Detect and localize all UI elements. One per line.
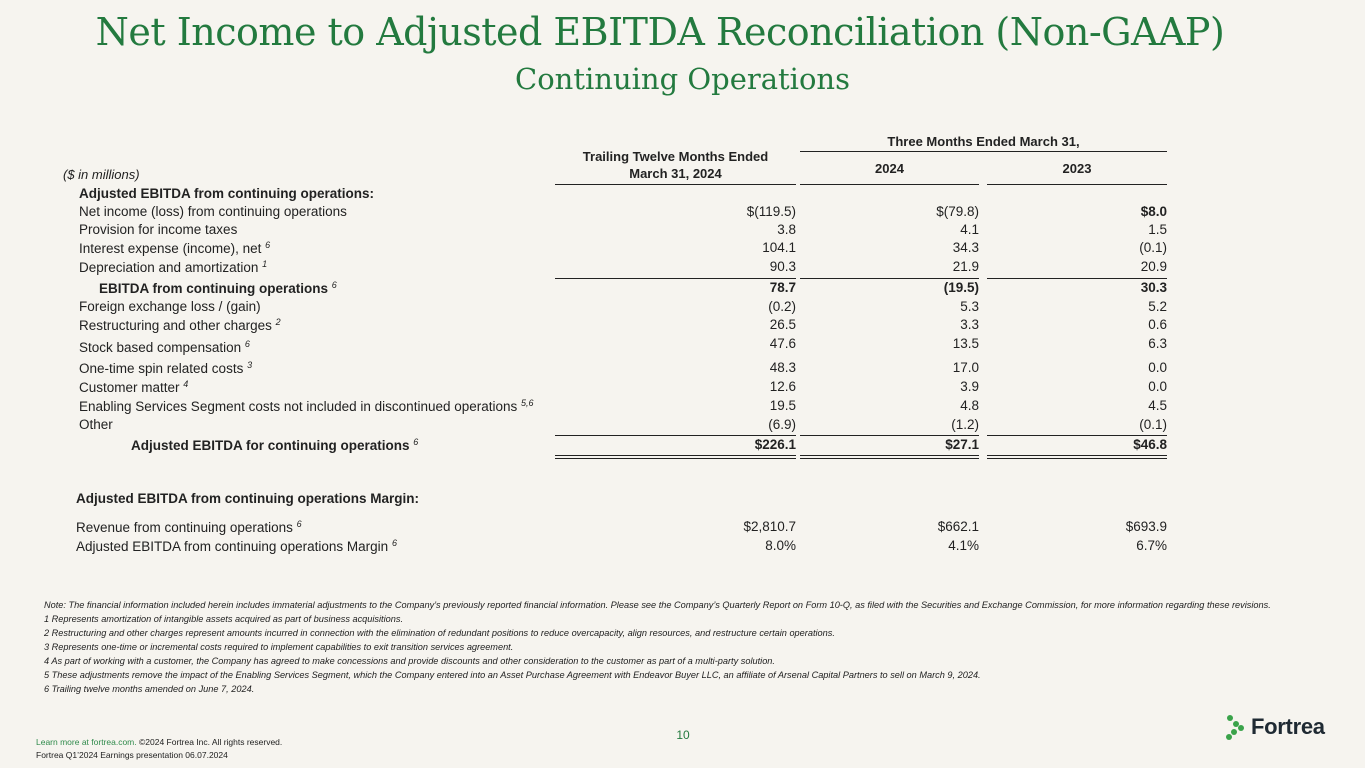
fortrea-logo <box>1225 713 1325 741</box>
table-row <box>0 538 1365 556</box>
section-header: Adjusted EBITDA from continuing operations Margin: <box>76 491 419 506</box>
footnote-ref: 6 <box>296 519 302 529</box>
column-header-ttm-line1: Trailing Twelve Months Ended <box>582 149 769 164</box>
footnote-ref: 1 <box>262 259 268 269</box>
row-label: Enabling Services Segment costs not included in discontinued operations <box>79 399 518 414</box>
value-2023: $46.8 <box>1133 437 1167 452</box>
value-2023: (0.1) <box>1139 240 1167 255</box>
value-2024: 13.5 <box>952 336 979 351</box>
table-row <box>0 336 1365 357</box>
total-line-ttm <box>555 435 796 436</box>
value-2024: 4.1% <box>948 538 979 553</box>
header-underline-2023 <box>987 184 1167 185</box>
row-label: EBITDA from continuing operations <box>99 281 328 296</box>
value-2023: 0.0 <box>1148 379 1167 394</box>
logo-text: Fortrea <box>1251 714 1325 739</box>
double-line-ttm-a <box>555 455 796 456</box>
value-ttm: 104.1 <box>762 240 796 255</box>
value-2023: 5.2 <box>1148 299 1167 314</box>
value-2024: $27.1 <box>945 437 979 452</box>
double-line-2024-b <box>800 458 979 459</box>
footnote-6: 6 Trailing twelve months amended on June 7, 2024. <box>44 684 255 694</box>
value-2023: 0.0 <box>1148 360 1167 375</box>
row-label: Depreciation and amortization <box>79 260 259 275</box>
table-row <box>0 259 1365 277</box>
table-row <box>0 519 1365 537</box>
footer-copyright <box>36 737 282 747</box>
value-2023: 4.5 <box>1148 398 1167 413</box>
value-2023: $8.0 <box>1140 204 1167 219</box>
footnote-ref: 6 <box>244 339 250 349</box>
page-number: 10 <box>676 728 690 742</box>
column-header-ttm-line2: March 31, 2024 <box>629 166 722 181</box>
value-ttm: $(119.5) <box>746 204 796 219</box>
row-label: Restructuring and other charges <box>79 318 272 333</box>
footnote-5: 5 These adjustments remove the impact of the Enabling Services Segment, which the Company entered into an Asset Purchase Agreement with Endeavor Buyer LLC, an affiliate of Arsenal Capital Partners to sell on March 9, 2024. <box>44 670 981 680</box>
value-2024: 4.1 <box>960 222 979 237</box>
footnote-ref: 6 <box>331 280 337 290</box>
table-row <box>0 299 1365 317</box>
value-2024: 17.0 <box>952 360 979 375</box>
value-2023: 1.5 <box>1148 222 1167 237</box>
footnote-2: 2 Restructuring and other charges represent amounts incurred in connection with the elimination of redundant positions to reduce overcapacity, align resources, and restructure certain operations. <box>44 628 835 638</box>
fortrea-logo-icon <box>1225 714 1245 740</box>
footnote-ref: 2 <box>275 317 281 327</box>
section-header-row <box>0 186 1365 204</box>
section-header-row <box>0 491 1365 509</box>
value-ttm: (0.2) <box>768 299 796 314</box>
column-group-header: Three Months Ended March 31, <box>887 134 1080 149</box>
row-label: One-time spin related costs <box>79 361 244 376</box>
table-row <box>0 317 1365 335</box>
value-2024: 21.9 <box>952 259 979 274</box>
table-row <box>0 417 1365 435</box>
subtotal-line-ttm <box>555 278 796 279</box>
value-2024: 4.8 <box>960 398 979 413</box>
footnote-intro: Note: The financial information included herein includes immaterial adjustments to the Company’s previously reported financial information. Please see the Company’s Quarterly Report on Form 10-Q, as filed with the Securities and Exchange Commission, for more information regarding these revisions. <box>44 600 1271 610</box>
value-ttm: 12.6 <box>769 379 796 394</box>
footnote-ref: 6 <box>391 538 397 548</box>
value-2024: (1.2) <box>951 417 979 432</box>
double-line-2023-a <box>987 455 1167 456</box>
value-ttm: (6.9) <box>768 417 796 432</box>
footnote-ref: 4 <box>183 379 189 389</box>
footer-link[interactable]: Learn more at fortrea.com. <box>36 737 137 747</box>
subtotal-line-2024 <box>800 278 979 279</box>
footnote-ref: 6 <box>413 437 419 447</box>
copyright-text: ©2024 Fortrea Inc. All rights reserved. <box>136 737 283 747</box>
value-2024: 5.3 <box>960 299 979 314</box>
value-ttm: 19.5 <box>769 398 796 413</box>
value-2024: 34.3 <box>952 240 979 255</box>
value-2024: $662.1 <box>937 519 979 534</box>
value-2023: 0.6 <box>1148 317 1167 332</box>
footnote-ref: 5,6 <box>521 398 534 408</box>
value-ttm: $226.1 <box>754 437 796 452</box>
row-label: Adjusted EBITDA from continuing operations Margin <box>76 539 389 554</box>
row-label: Interest expense (income), net <box>79 241 262 256</box>
row-label: Customer matter <box>79 380 180 395</box>
footnote-1: 1 Represents amortization of intangible assets acquired as part of business acquisitions. <box>44 614 404 624</box>
value-ttm: 8.0% <box>765 538 796 553</box>
subtotal-line-2023 <box>987 278 1167 279</box>
row-label: Stock based compensation <box>79 340 242 355</box>
table-row <box>0 222 1365 240</box>
column-header-2023: 2023 <box>1062 161 1092 176</box>
total-line-2023 <box>987 435 1167 436</box>
table-row <box>0 204 1365 222</box>
value-2023: 6.7% <box>1136 538 1167 553</box>
section-header: Adjusted EBITDA from continuing operations: <box>79 186 374 201</box>
value-2023: 30.3 <box>1140 280 1167 295</box>
footnote-3: 3 Represents one-time or incremental costs required to implement capabilities to exit transition services agreement. <box>44 642 514 652</box>
value-ttm: 3.8 <box>777 222 796 237</box>
value-ttm: $2,810.7 <box>743 519 796 534</box>
page-subtitle: Continuing Operations <box>515 62 850 96</box>
units-label: ($ in millions) <box>63 167 140 182</box>
value-ttm: 48.3 <box>769 360 796 375</box>
row-label: Adjusted EBITDA for continuing operations <box>131 438 410 453</box>
table-row <box>0 360 1365 378</box>
table-row-subtotal <box>0 280 1365 298</box>
footnotes <box>44 598 1334 696</box>
total-line-2024 <box>800 435 979 436</box>
column-header-2024: 2024 <box>875 161 904 176</box>
value-2023: 6.3 <box>1148 336 1167 351</box>
row-label: Provision for income taxes <box>79 222 238 237</box>
row-label: Revenue from continuing operations <box>76 520 293 535</box>
column-group-underline <box>800 151 1167 152</box>
header-underline-ttm <box>555 184 796 185</box>
header-underline-2024 <box>800 184 979 185</box>
value-2024: $(79.8) <box>936 204 979 219</box>
value-2023: (0.1) <box>1139 417 1167 432</box>
table-row <box>0 398 1365 416</box>
value-2024: 3.9 <box>960 379 979 394</box>
page-title: Net Income to Adjusted EBITDA Reconciliation (Non-GAAP) <box>95 10 1225 54</box>
value-ttm: 47.6 <box>769 336 796 351</box>
row-label: Other <box>79 417 113 432</box>
value-ttm: 26.5 <box>769 317 796 332</box>
value-2023: $693.9 <box>1125 519 1167 534</box>
value-ttm: 78.7 <box>769 280 796 295</box>
row-label: Foreign exchange loss / (gain) <box>79 299 261 314</box>
footnote-ref: 6 <box>265 240 271 250</box>
double-line-ttm-b <box>555 458 796 459</box>
value-2023: 20.9 <box>1140 259 1167 274</box>
row-label: Net income (loss) from continuing operations <box>79 204 347 219</box>
table-row-total <box>0 437 1365 455</box>
double-line-2023-b <box>987 458 1167 459</box>
table-row <box>0 379 1365 397</box>
footer-presentation: Fortrea Q1’2024 Earnings presentation 06.07.2024 <box>36 750 228 760</box>
value-2024: (19.5) <box>943 280 979 295</box>
double-line-2024-a <box>800 455 979 456</box>
value-2024: 3.3 <box>960 317 979 332</box>
table-row <box>0 240 1365 258</box>
footnote-4: 4 As part of working with a customer, the Company has agreed to make concessions and provide discounts and other consideration to the customer as part of a multi-party solution. <box>44 656 775 666</box>
value-ttm: 90.3 <box>769 259 796 274</box>
footnote-ref: 3 <box>247 360 253 370</box>
